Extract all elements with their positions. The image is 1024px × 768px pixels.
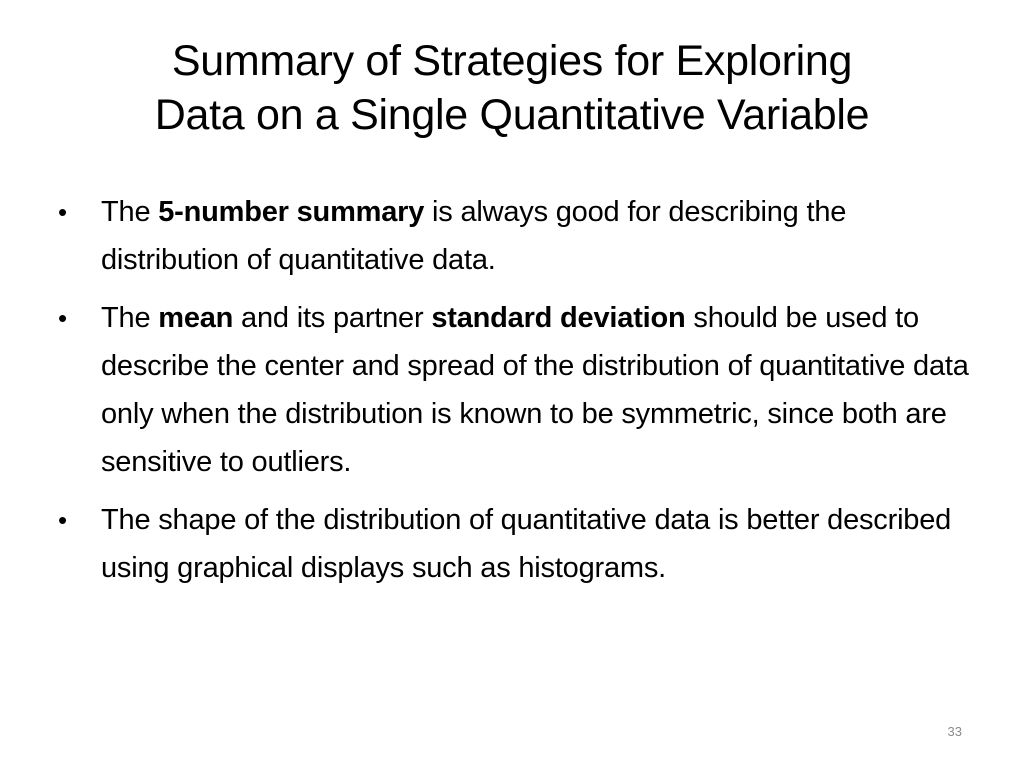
bullet-text: The shape of the distribution of quantitative data is better described using graphical displays such as histograms. [101, 504, 952, 584]
slide-title [40, 34, 984, 142]
bullet-text: is always good for describing the distribution of quantitative data. [101, 196, 847, 276]
bullet-text: and its partner [233, 302, 432, 334]
title-line-1: Summary of Strategies for Exploring [171, 37, 853, 85]
bullet-dot-icon: • [58, 197, 67, 227]
bullet-dot-icon: • [58, 303, 67, 333]
bullet-text: The [101, 196, 159, 228]
bullet-list [58, 188, 973, 602]
bold-term: 5-number summary [158, 196, 425, 228]
title-line-2: Data on a Single Quantitative Variable [154, 91, 870, 139]
bullet-item-five-number-summary [58, 188, 973, 284]
bold-term: standard deviation [431, 302, 686, 334]
bullet-text: The [101, 302, 159, 334]
slide-page-number: 33 [947, 724, 962, 739]
bullet-dot-icon: • [58, 505, 67, 535]
bullet-item-mean-std-dev [58, 294, 973, 486]
bullet-item-shape [58, 496, 973, 592]
bold-term: mean [158, 302, 234, 334]
bullet-text: should be used to describe the center and spread of the distribution of quantitative data only when the distribution is known to be symmetric, since both are sensitive to outliers. [101, 302, 969, 478]
